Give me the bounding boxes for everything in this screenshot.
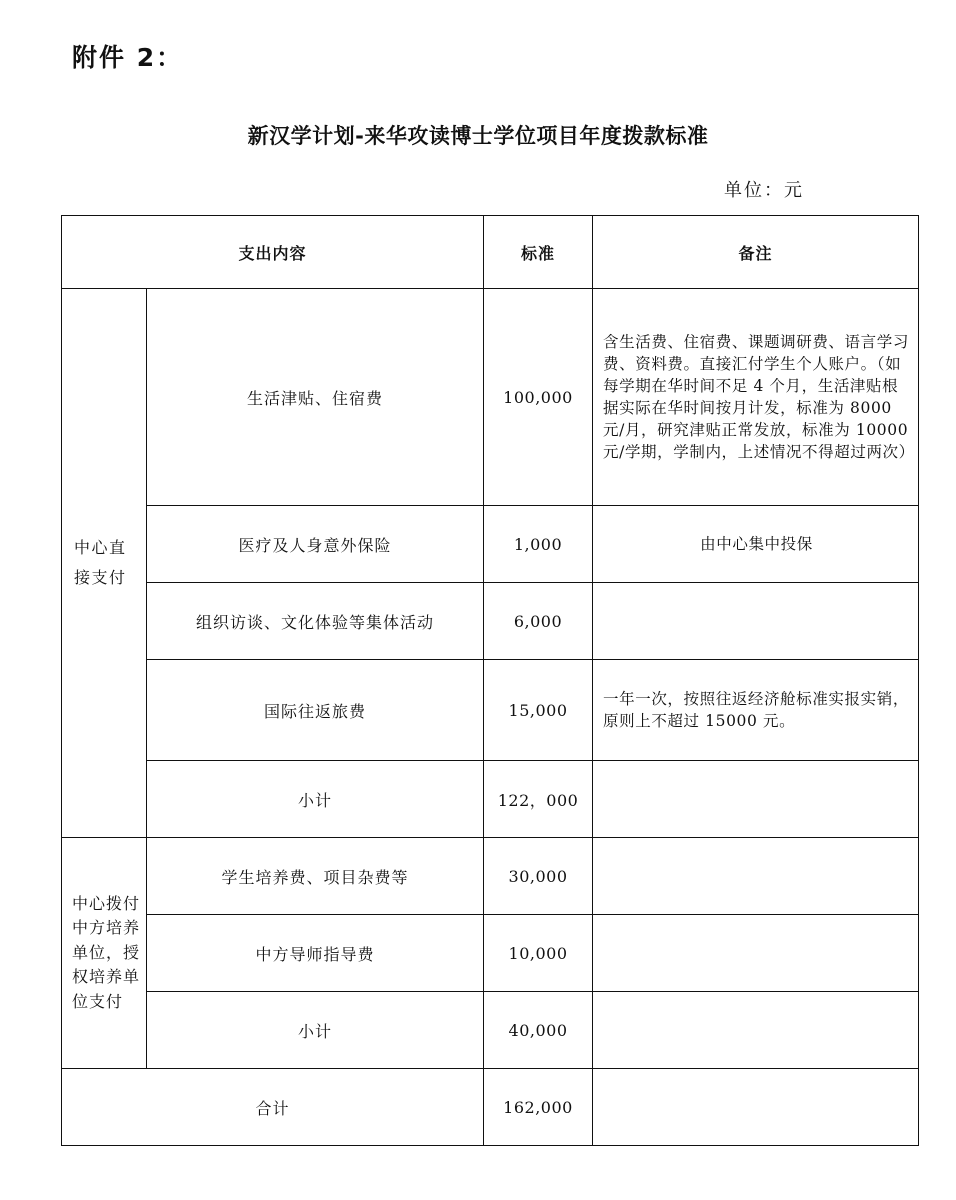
remark-cell (593, 583, 919, 660)
remark-cell (593, 915, 919, 992)
standard-cell: 122，000 (484, 761, 593, 838)
total-row (62, 1069, 919, 1146)
table-row (62, 506, 919, 583)
group-direct-payment-line2: 接支付 (74, 568, 127, 587)
total-label: 合计 (62, 1069, 484, 1146)
table-row (62, 915, 919, 992)
table-row (62, 289, 919, 506)
total-standard: 162,000 (484, 1069, 593, 1146)
remark-cell (593, 761, 919, 838)
funding-standard-table (61, 215, 919, 1146)
item-cell: 小计 (147, 761, 484, 838)
subtotal-row (62, 992, 919, 1069)
group-direct-payment-line1: 中心直 (74, 538, 127, 557)
remark-cell (593, 992, 919, 1069)
document-title: 新汉学计划-来华攻读博士学位项目年度拨款标准 (247, 124, 709, 148)
table-row (62, 583, 919, 660)
standard-cell: 100,000 (484, 289, 593, 506)
item-cell: 学生培养费、项目杂费等 (147, 838, 484, 915)
remark-cell (593, 838, 919, 915)
item-cell: 组织访谈、文化体验等集体活动 (147, 583, 484, 660)
attachment-label: 附件 2： (72, 43, 184, 72)
standard-cell: 10,000 (484, 915, 593, 992)
header-content: 支出内容 (62, 216, 484, 289)
group-institution-payment: 中心拨付中方培养单位，授权培养单位支付 (62, 838, 147, 1069)
table-header-row (62, 216, 919, 289)
header-remarks: 备注 (593, 216, 919, 289)
item-cell: 小计 (147, 992, 484, 1069)
total-remark (593, 1069, 919, 1146)
item-cell: 中方导师指导费 (147, 915, 484, 992)
item-cell: 生活津贴、住宿费 (147, 289, 484, 506)
standard-cell: 6,000 (484, 583, 593, 660)
standard-cell: 15,000 (484, 660, 593, 761)
standard-cell: 1,000 (484, 506, 593, 583)
item-cell: 医疗及人身意外保险 (147, 506, 484, 583)
standard-cell: 40,000 (484, 992, 593, 1069)
header-standard: 标准 (484, 216, 593, 289)
unit-label: 单位：元 (724, 180, 804, 201)
remark-cell: 由中心集中投保 (593, 506, 919, 583)
table-row (62, 838, 919, 915)
remark-cell: 一年一次，按照往返经济舱标准实报实销，原则上不超过 15000 元。 (593, 660, 919, 761)
group-direct-payment (62, 289, 147, 838)
table-row (62, 660, 919, 761)
standard-cell: 30,000 (484, 838, 593, 915)
item-cell: 国际往返旅费 (147, 660, 484, 761)
remark-cell: 含生活费、住宿费、课题调研费、语言学习费、资料费。直接汇付学生个人账户。（如每学期在华时间不足 4 个月，生活津贴根据实际在华时间按月计发，标准为 8000 元/月，研究津贴正常发放，标准为 10000 元/学期，学制内，上述情况不得超过两次） (593, 289, 919, 506)
subtotal-row (62, 761, 919, 838)
